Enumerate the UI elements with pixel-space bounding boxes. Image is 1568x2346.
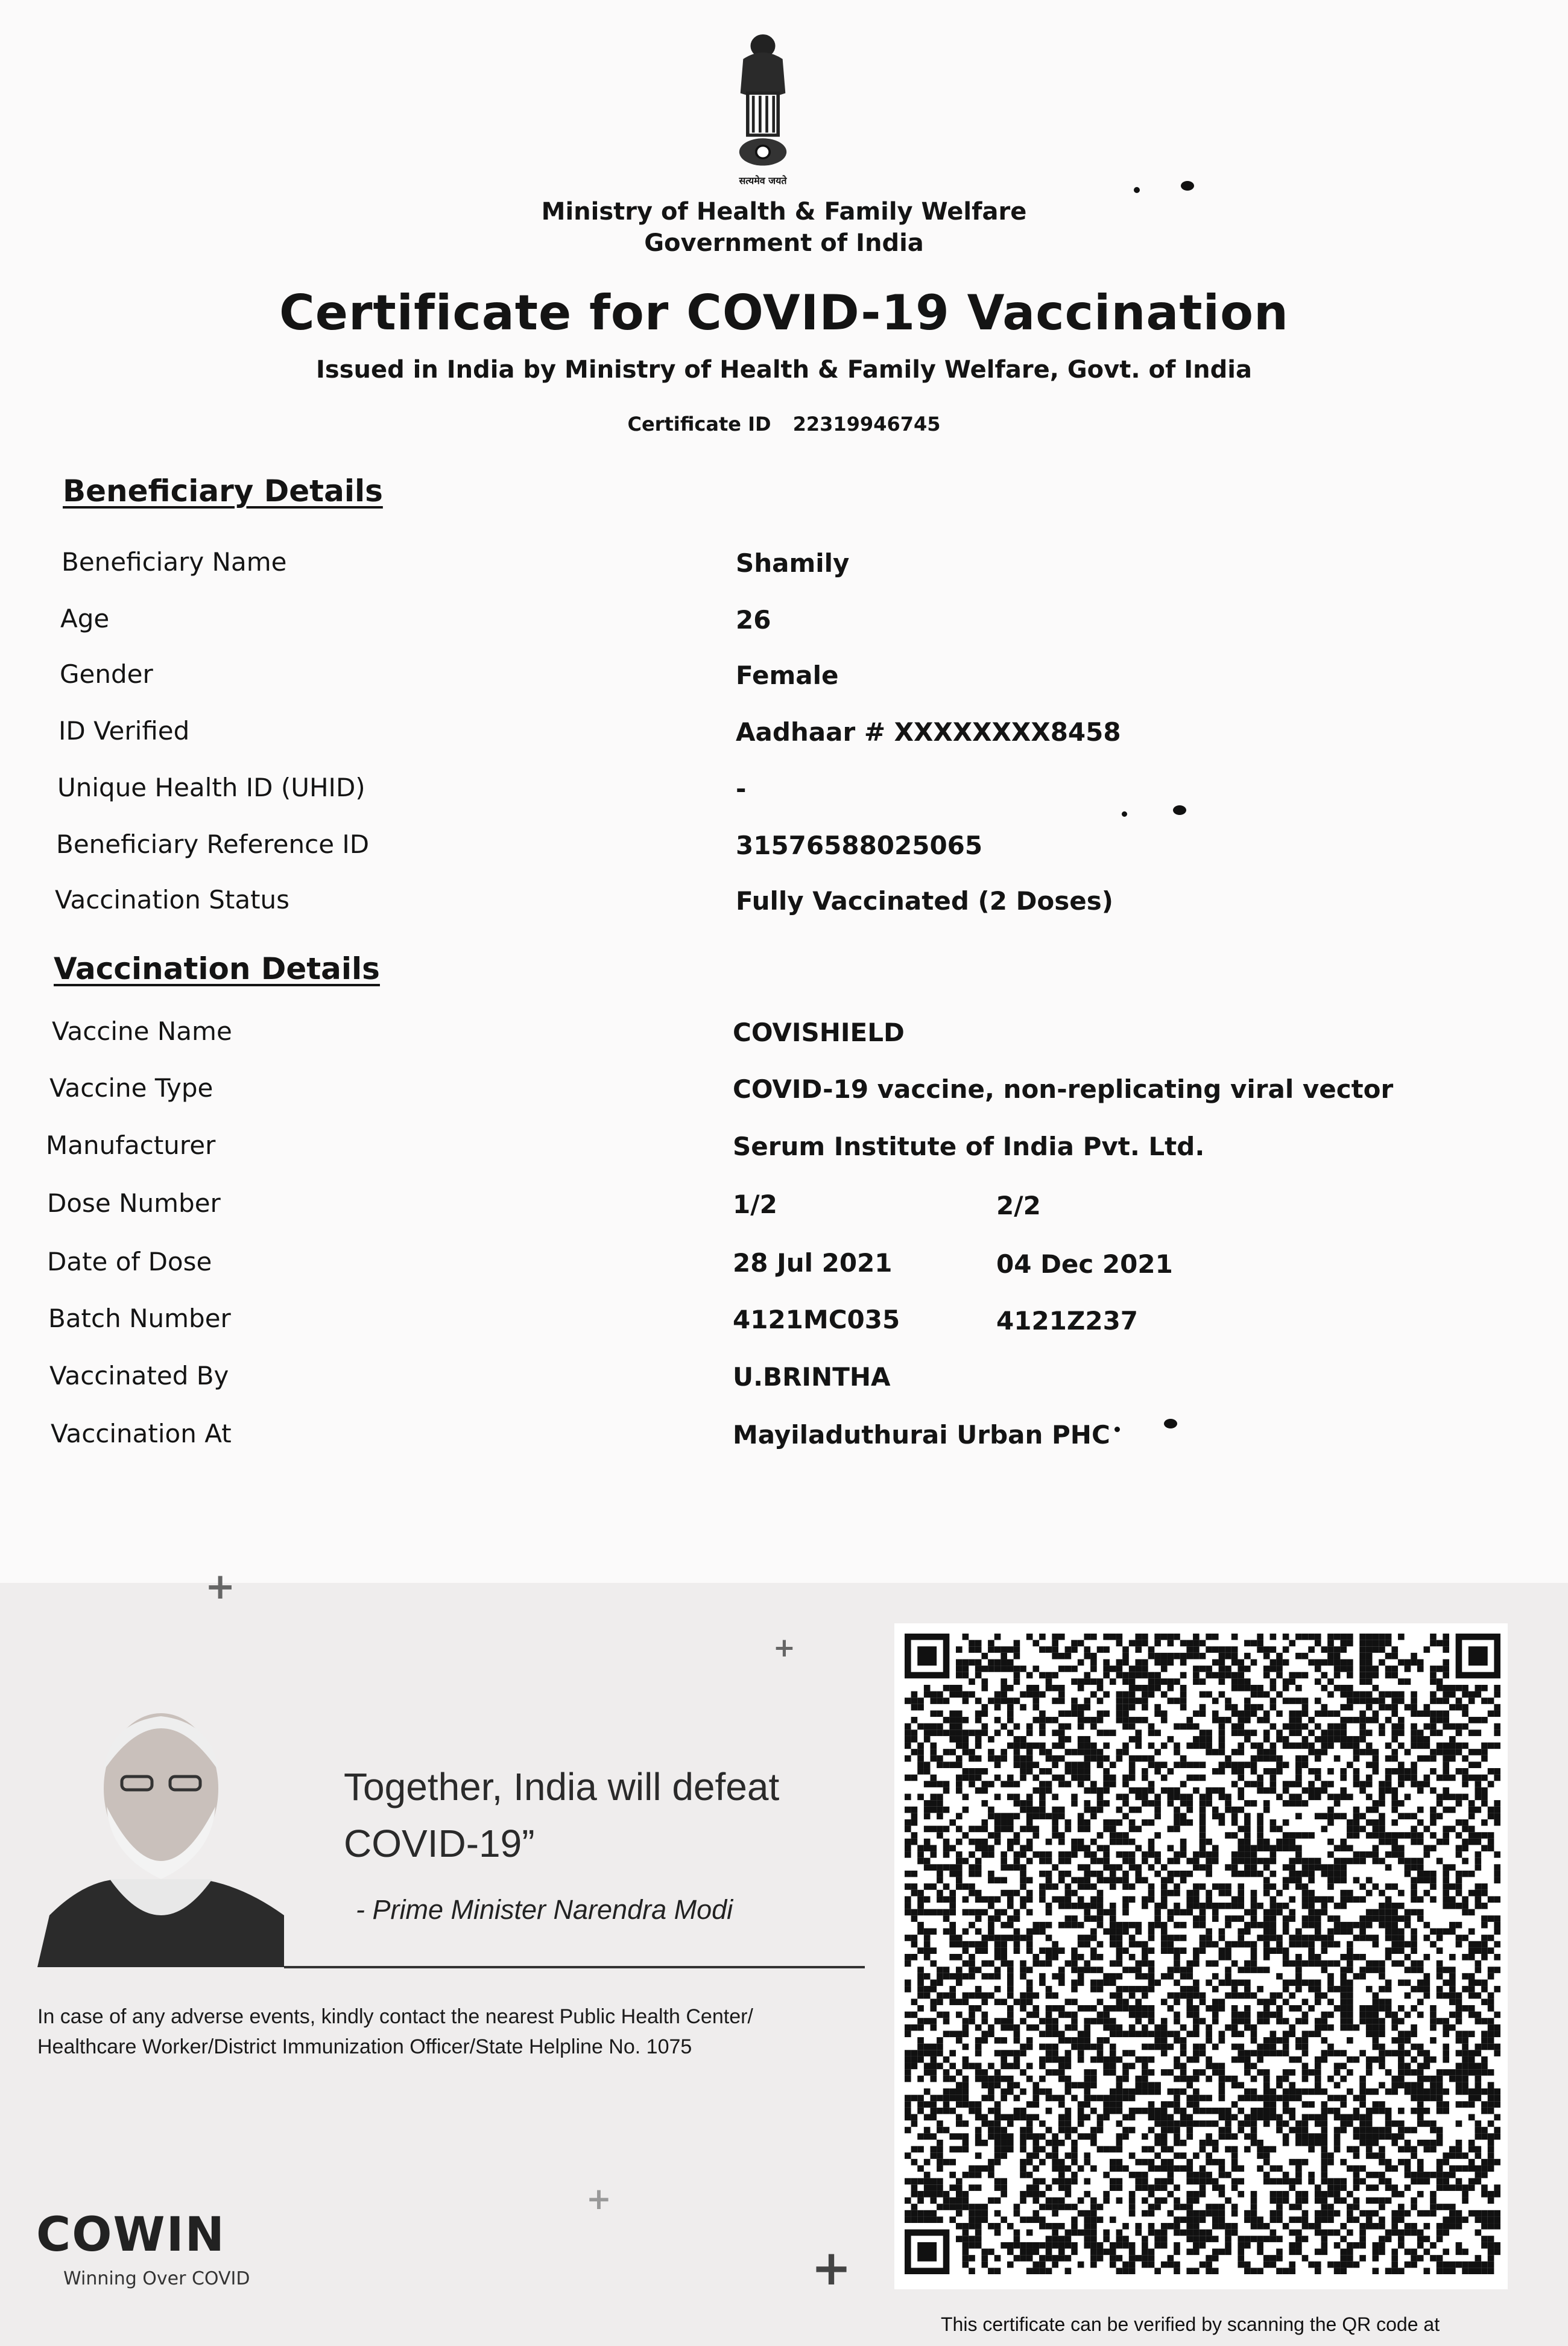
- quote-line: COVID-19”: [344, 1822, 535, 1865]
- emblem-motto: सत्यमेव जयते: [739, 175, 787, 186]
- detail-label: ID Verified: [58, 716, 190, 746]
- detail-value: Aadhaar # XXXXXXXX8458: [736, 717, 1121, 747]
- detail-value: Mayiladuthurai Urban PHC: [733, 1420, 1110, 1450]
- quote: [344, 1758, 779, 1872]
- beneficiary-details-heading: Beneficiary Details: [63, 474, 383, 509]
- certificate-title: Certificate for COVID-19 Vaccination: [279, 285, 1289, 341]
- speck: [1164, 1419, 1177, 1428]
- cowin-tagline: Winning Over COVID: [63, 2268, 250, 2289]
- detail-value: COVID-19 vaccine, non-replicating viral vector: [733, 1074, 1394, 1104]
- adverse-events-notice: [37, 2002, 753, 2062]
- divider: [284, 1966, 865, 1968]
- detail-value-dose2: 04 Dec 2021: [996, 1249, 1173, 1279]
- detail-value: Serum Institute of India Pvt. Ltd.: [733, 1132, 1205, 1161]
- detail-value: 28 Jul 2021: [733, 1248, 893, 1278]
- detail-label: Manufacturer: [46, 1130, 216, 1160]
- detail-value: Fully Vaccinated (2 Doses): [736, 886, 1113, 916]
- government-name: Government of India: [644, 229, 924, 257]
- plus-icon: +: [773, 1632, 795, 1663]
- ministry-name: Ministry of Health & Family Welfare: [541, 198, 1027, 226]
- ministry-heading: [0, 196, 1568, 259]
- detail-label: Vaccine Name: [52, 1016, 232, 1046]
- speck: [1181, 181, 1194, 191]
- detail-value: 4121MC035: [733, 1305, 900, 1334]
- detail-label: Unique Health ID (UHID): [57, 773, 365, 802]
- detail-value: U.BRINTHA: [733, 1362, 891, 1392]
- adverse-line: In case of any adverse events, kindly contact the nearest Public Health Center/: [37, 2005, 753, 2028]
- adverse-line: Healthcare Worker/District Immunization Officer/State Helpline No. 1075: [37, 2035, 692, 2058]
- national-emblem-icon: [721, 30, 805, 172]
- cowin-logo: COWIN: [36, 2208, 226, 2262]
- certificate-id-label: Certificate ID: [627, 413, 771, 436]
- detail-label: Vaccination At: [51, 1419, 232, 1448]
- detail-label: Vaccine Type: [49, 1073, 213, 1103]
- detail-label: Date of Dose: [47, 1247, 212, 1276]
- vaccination-details-heading: Vaccination Details: [54, 951, 380, 986]
- prime-minister-portrait: [37, 1698, 284, 1967]
- detail-label: Age: [60, 604, 110, 633]
- detail-value: Female: [736, 661, 839, 690]
- detail-value: -: [736, 774, 747, 804]
- certificate-id-value: 22319946745: [792, 413, 941, 436]
- detail-value: COVISHIELD: [733, 1018, 905, 1047]
- speck: [1122, 811, 1127, 817]
- quote-attribution: - Prime Minister Narendra Modi: [356, 1894, 733, 1925]
- detail-label: Vaccinated By: [49, 1361, 229, 1390]
- detail-value-dose2: 2/2: [996, 1191, 1041, 1220]
- speck: [1134, 187, 1140, 193]
- detail-value-dose2: 4121Z237: [996, 1306, 1139, 1336]
- certificate-id: [0, 413, 1568, 436]
- issued-by: Issued in India by Ministry of Health & Family Welfare, Govt. of India: [316, 356, 1252, 384]
- detail-value: 1/2: [733, 1190, 777, 1219]
- detail-label: Batch Number: [48, 1304, 231, 1333]
- plus-icon: +: [811, 2240, 852, 2296]
- plus-icon: +: [205, 1565, 236, 1608]
- detail-value: 26: [736, 605, 771, 635]
- detail-label: Vaccination Status: [55, 885, 290, 915]
- speck: [1114, 1427, 1120, 1432]
- detail-label: Gender: [60, 659, 153, 689]
- detail-label: Beneficiary Name: [62, 547, 287, 577]
- speck: [1173, 805, 1186, 815]
- detail-value: 31576588025065: [736, 831, 983, 860]
- plus-icon: +: [586, 2181, 612, 2216]
- detail-value: Shamily: [736, 548, 850, 578]
- verify-note: This certificate can be verified by scanning the QR code at: [941, 2313, 1440, 2335]
- qr-code[interactable]: [905, 1634, 1500, 2274]
- detail-label: Beneficiary Reference ID: [56, 829, 370, 859]
- detail-label: Dose Number: [47, 1188, 221, 1218]
- quote-line: Together, India will defeat: [344, 1765, 780, 1809]
